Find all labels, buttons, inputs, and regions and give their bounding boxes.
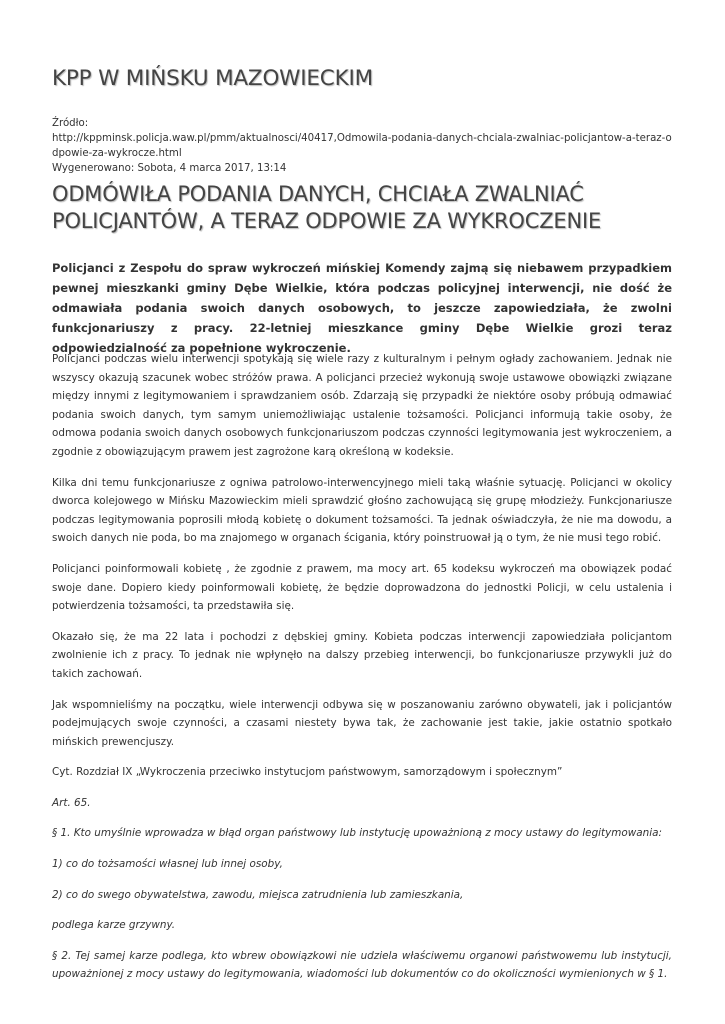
article-paragraph: Okazało się, że ma 22 lata i pochodzi z dębskiej gminy. Kobieta podczas interwencji zapowiedziała policjantom zwolnienie ich z pracy. To jednak nie wpłynęło na dalszy przebieg interwencji, bo funkcjonariusze przywykli już do takich zachowań. bbox=[52, 630, 672, 680]
law-point: 2) co do swego obywatelstwa, zawodu, miejsca zatrudnienia lub zamieszkania, bbox=[52, 888, 464, 901]
generated-date: Wygenerowano: Sobota, 4 marca 2017, 13:14 bbox=[52, 163, 287, 174]
article-lead: Policjanci z Zespołu do spraw wykroczeń mińskiej Komendy zajmą się niebawem przypadkiem pewnej mieszkanki gminy Dębe Wielkie, która podczas policyjnej interwencji, nie dość że odmawiała podania swoich danych osobowych, to jeszcze zapowiedziała, że zwolni funkcjonariuszy z pracy. 22-letniej mieszkance gminy Dębe Wielkie grozi teraz odpowiedzialność za popełnione wykroczenie. bbox=[52, 261, 672, 355]
article-paragraph: Jak wspomnieliśmy na początku, wiele interwencji odbywa się w poszanowaniu zarówno obywateli, jak i policjantów podejmujących swoje czynności, a czasami niestety bywa tak, że zachowanie jest takie, jakie ostatnio spotkało mińskich prewencjuszy. bbox=[52, 698, 672, 748]
law-penalty: podlega karze grzywny. bbox=[52, 919, 176, 932]
law-paragraph: § 1. Kto umyślnie wprowadza w błąd organ państwowy lub instytucję upoważnioną z mocy ustawy do legitymowania: bbox=[52, 827, 662, 840]
article-paragraph: Cyt. Rozdział IX „Wykroczenia przeciwko instytucjom państwowym, samorządowym i społecznym” bbox=[52, 766, 563, 779]
document-meta bbox=[52, 116, 674, 176]
site-title: KPP W MIŃSKU MAZOWIECKIM bbox=[52, 66, 373, 91]
law-paragraph: § 2. Tej samej karze podlega, kto wbrew obowiązkowi nie udziela właściwemu organowi państwowemu lub instytucji, upoważnionej z mocy ustawy do legitymowania, wiadomości lub dokumentów co do okoliczności wymienionych w § 1. bbox=[52, 949, 672, 981]
article-body bbox=[52, 350, 672, 996]
article-paragraph: Policjanci poinformowali kobietę , że zgodnie z prawem, ma mocy art. 65 kodeksu wykroczeń ma obowiązek podać swoje dane. Dopiero kiedy poinformowali kobietę, że będzie doprowadzona do jednostki Policji, w celu ustalenia i potwierdzenia tożsamości, ta przedstawiła się. bbox=[52, 562, 672, 613]
law-point: 1) co do tożsamości własnej lub innej osoby, bbox=[52, 858, 283, 871]
article-paragraph: Kilka dni temu funkcjonariusze z ogniwa patrolowo-interwencyjnego mieli taką właśnie sytuację. Policjanci w okolicy dworca kolejowego w Mińsku Mazowieckim mieli sprawdzić głośno zachowującą się grupę młodzieży. Funkcjonariusze podczas legitymowania poprosili młodą kobietę o dokument tożsamości. Ta jednak oświadczyła, że nie ma dowodu, a swoich danych nie poda, bo ma znajomego w organach ścigania, który poinstruował ją o tym, że nie musi tego robić. bbox=[52, 476, 672, 545]
source-label: Źródło: bbox=[52, 118, 89, 129]
law-article-number: Art. 65. bbox=[52, 796, 91, 809]
article-title: ODMÓWIŁA PODANIA DANYCH, CHCIAŁA ZWALNIAĆ POLICJANTÓW, A TERAZ ODPOWIE ZA WYKROCZENIE bbox=[52, 182, 602, 233]
article-paragraph: Policjanci podczas wielu interwencji spotykają się wiele razy z kulturalnym i pełnym ogłady zachowaniem. Jednak nie wszyscy okazują szacunek wobec stróżów prawa. A policjanci przecież wykonują swoje ustawowe obowiązki związane między innymi z legitymowaniem i sprawdzaniem osób. Zdarzają się przypadki że niektóre osoby próbują odmawiać podania swoich danych, tym samym uniemożliwiając ustalenie tożsamości. Policjanci informują takie osoby, że odmowa podania swoich danych osobowych funkcjonariuszom podczas czynności legitymowania jest wykroczeniem, a zgodnie z obowiązującym prawem jest zagrożone karą określoną w kodeksie. bbox=[52, 353, 672, 458]
source-url[interactable]: http://kppminsk.policja.waw.pl/pmm/aktualnosci/40417,Odmowila-podania-danych-chciala-zwalniac-policjantow-a-teraz-odpowie-za-wykrocze.html bbox=[52, 133, 672, 159]
